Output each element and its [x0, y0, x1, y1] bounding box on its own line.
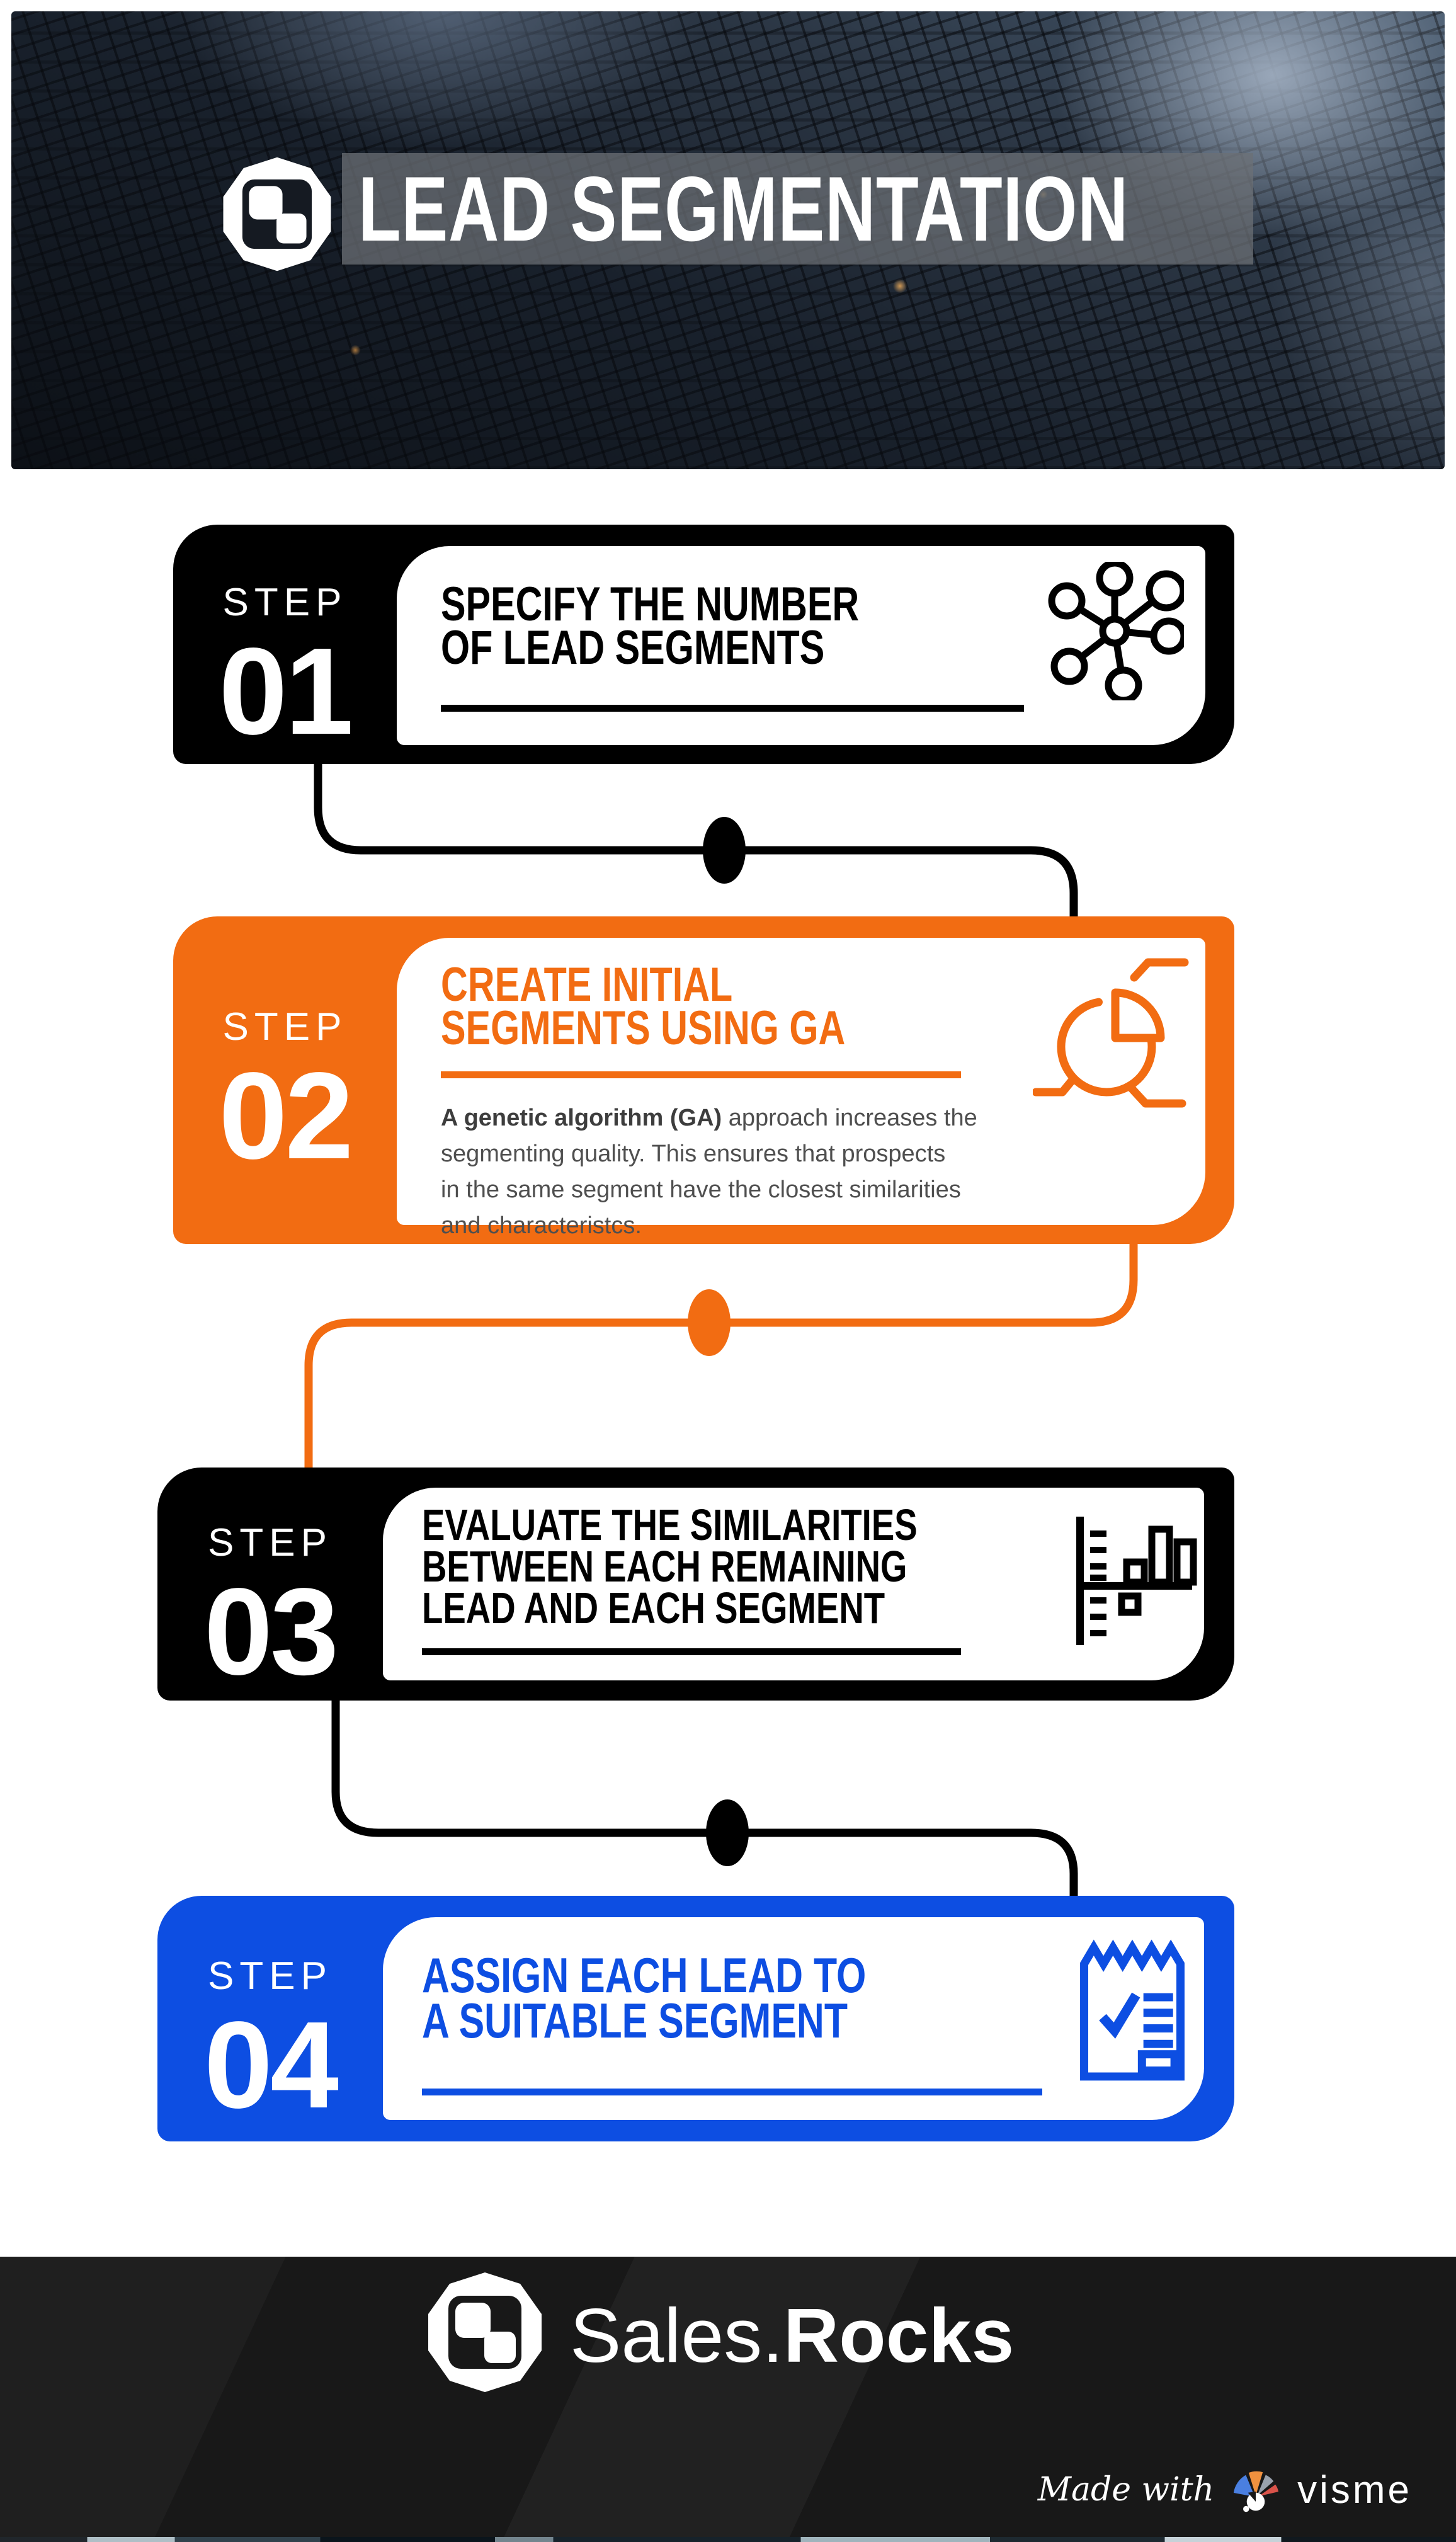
header-photo: [11, 11, 1445, 469]
step-2-card: [173, 916, 1234, 1244]
step-4-title: ASSIGN EACH LEAD TO A SUITABLE SEGMENT: [422, 1947, 867, 2048]
pie-chart-icon: [1033, 957, 1190, 1114]
step-3-label-column: [157, 1520, 383, 1701]
step-1-card: [173, 525, 1234, 764]
step-4-underline: [422, 2089, 1042, 2095]
made-with-label: Made with: [1037, 2471, 1215, 2509]
step-2-description: A genetic algorithm (GA) approach increases the segmenting quality. This ensures that prospects in the same segment have the closest similarities and characteristcs.: [441, 1105, 977, 1239]
bar-chart-icon: [1060, 1512, 1205, 1650]
network-icon: [1045, 562, 1184, 700]
page-title: LEAD SEGMENTATION: [358, 157, 1129, 260]
step-label: STEP: [208, 1521, 333, 1565]
step-4-panel: [383, 1917, 1204, 2120]
step-3-underline: [422, 1648, 961, 1655]
step-number: 02: [219, 1047, 351, 1185]
connector-dot-2: [688, 1289, 731, 1356]
footer: [0, 2257, 1456, 2537]
step-2-title: CREATE INITIAL SEGMENTS USING GA: [441, 958, 846, 1055]
step-number: 03: [203, 1563, 336, 1701]
sales-rocks-footer-logo-icon: [422, 2269, 548, 2395]
step-3-card: [157, 1468, 1234, 1701]
step-label: STEP: [222, 581, 348, 624]
visme-fan-icon: [1226, 2465, 1286, 2515]
step-1-panel: [397, 546, 1205, 745]
connector-1-2: [318, 764, 1074, 916]
step-2-panel: [397, 938, 1205, 1239]
step-3-title: EVALUATE THE SIMILARITIES BETWEEN EACH REMAINING LEAD AND EACH SEGMENT: [422, 1500, 918, 1633]
step-2-underline: [441, 1071, 961, 1078]
brand-wordmark: Sales.Rocks: [570, 2293, 1015, 2378]
sales-rocks-logo-icon: [217, 154, 337, 274]
step-1-underline: [441, 705, 1024, 712]
step-1-title: SPECIFY THE NUMBER OF LEAD SEGMENTS: [441, 578, 860, 675]
step-4-card: [157, 1896, 1234, 2141]
step-number: 04: [203, 1996, 336, 2134]
connector-2-3: [309, 1244, 1134, 1468]
step-2-label-column: [173, 1005, 397, 1185]
title-banner: [342, 153, 1253, 265]
connector-3-4: [336, 1701, 1074, 1896]
step-label: STEP: [222, 1005, 348, 1049]
step-number: 01: [219, 622, 351, 760]
step-4-label-column: [157, 1954, 383, 2134]
step-3-panel: [383, 1488, 1204, 1680]
step-label: STEP: [208, 1954, 333, 1998]
checklist-icon: [1069, 1927, 1195, 2084]
connector-dot-3: [706, 1799, 749, 1866]
step-1-label-column: [173, 580, 397, 760]
visme-wordmark: visme: [1297, 2468, 1412, 2512]
connector-dot-1: [703, 817, 746, 884]
bottom-edge-strip: [0, 2537, 1456, 2542]
made-with-visme: [1038, 2465, 1412, 2515]
